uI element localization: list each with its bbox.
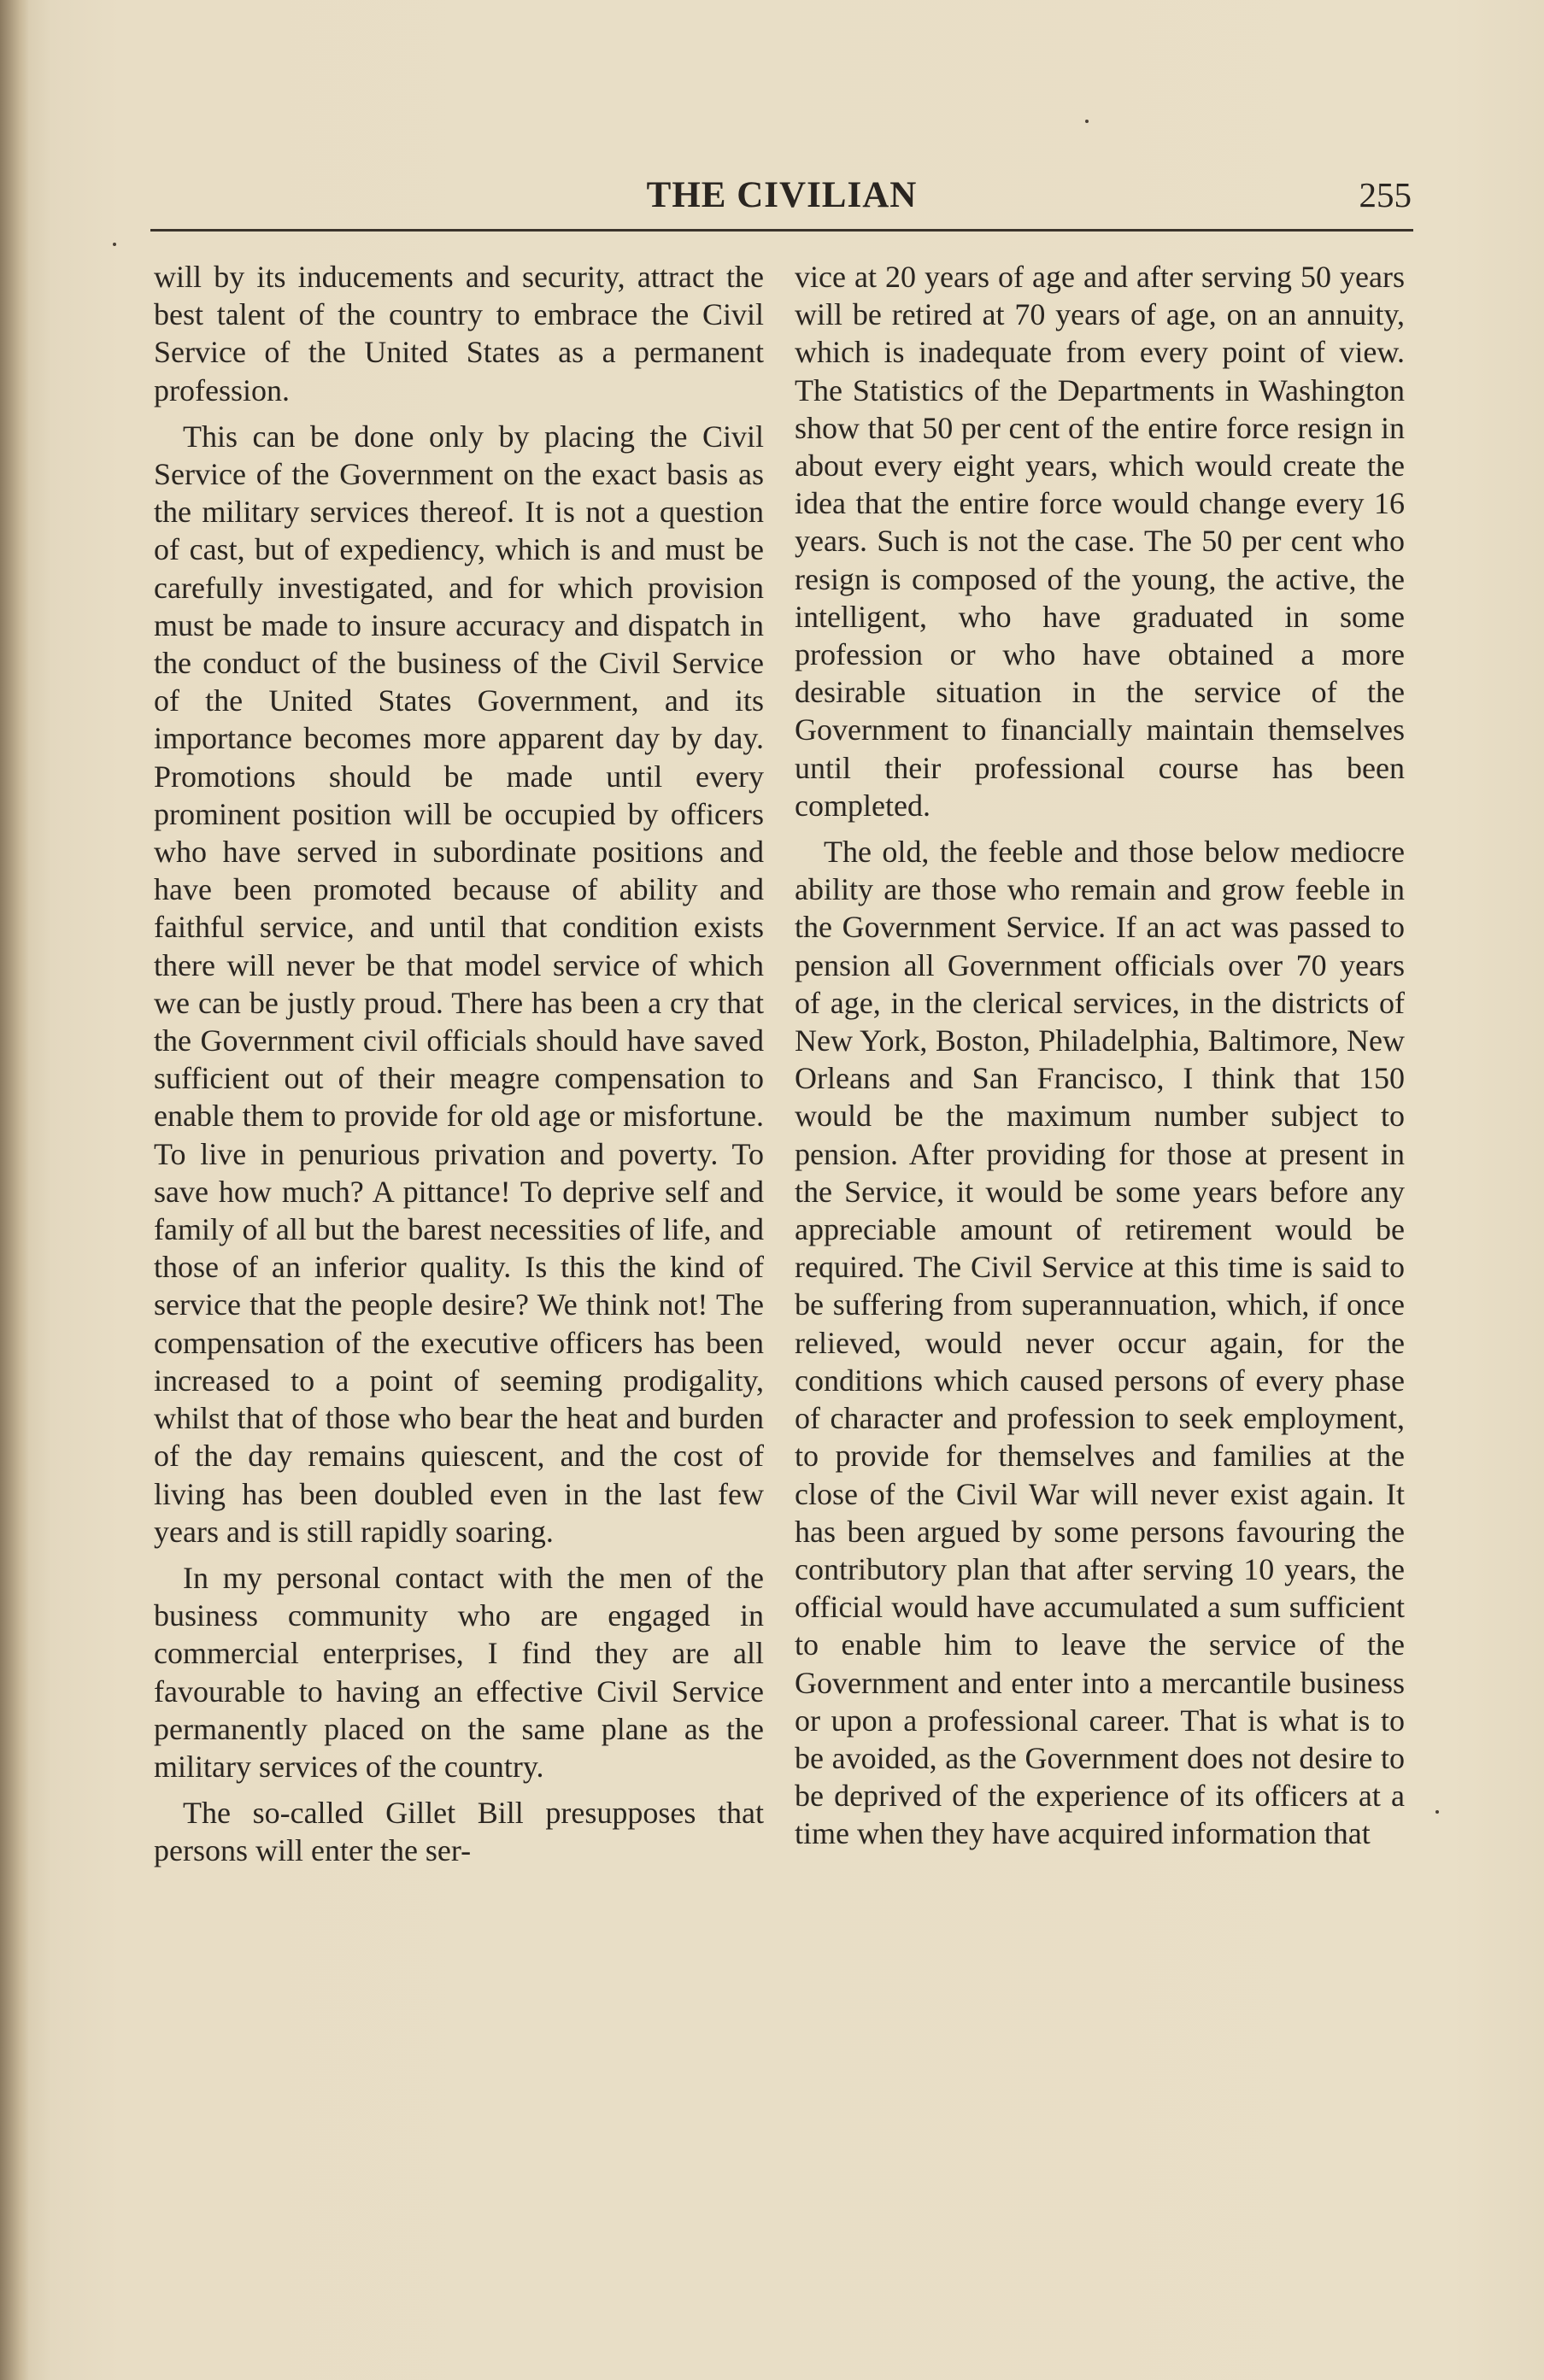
paragraph: This can be done only by placing the Civil Service of the Government on the exact basis as the military services thereof. It is not a question of cast, but of expediency, which is and must be carefully investigated, and for which provision must be made to insure accuracy and dispatch in the conduct of the business of the Civil Service of the United States Government, and its importance becomes more apparent day by day. Promotions should be made until every prominent position will be occupied by officers who have served in subordinate positions and have been promoted because of ability and faithful service, and until that condition exists there will never be that model service of which we can be justly proud. There has been a cry that the Government civil officials should have saved sufficient out of their meagre compensation to enable them to provide for old age or misfortune. To live in penurious privation and poverty. To save how much? A pittance! To deprive self and family of all but the barest necessities of life, and those of an inferior quality. Is this the kind of service that the people desire? We think not! The compensation of the executive officers has been increased to a point of seeming prodigality, whilst that of those who bear the heat and burden of the day remains quiescent, and the cost of living has been doubled even in the last few years and is still rapidly soaring. (154, 419, 764, 1549)
print-speck (113, 243, 116, 246)
running-header (150, 171, 1413, 224)
print-speck (1435, 1810, 1439, 1814)
print-speck (1085, 120, 1089, 123)
paragraph: will by its inducements and security, attract the best talent of the country to embrace the Civil Service of the United States as a permanent profession. (154, 260, 764, 407)
paragraph: The old, the feeble and those below mediocre ability are those who remain and grow feeble in the Government Service. If an act was passed to pension all Government officials over 70 years of age, in the clerical services, in the districts of New York, Boston, Philadelphia, Baltimore, New Orleans and San Francisco, I think that 150 would be the maximum number subject to pension. After providing for those at present in the Service, it would be some years before any appreciable amount of retirement would be required. The Civil Service at this time is said to be suffering from superannuation, which, if once relieved, would never occur again, for the conditions which caused persons of every phase of character and profession to seek employment, to provide for themselves and families at the close of the Civil War will never exist again. It has been argued by some persons favouring the contributory plan that after serving 10 years, the official would have accumulated a sum sufficient to enable him to leave the service of the Government and enter into a mercantile business or upon a professional career. That is what is to be avoided, as the Government does not desire to be deprived of the experience of its officers at a time when they have acquired information that (795, 835, 1405, 1851)
left-column (154, 258, 764, 2300)
paragraph: vice at 20 years of age and after serving 50 years will be retired at 70 years of age, on an annuity, which is inadequate from every point of view. The Statistics of the Departments in Washington show that 50 per cent of the entire force resign in about every eight years, which would create the idea that the entire force would change every 16 years. Such is not the case. The 50 per cent who resign is composed of the young, the active, the intelligent, who have graduated in some profession or who have obtained a more desirable situation in the service of the Government to financially maintain themselves until their professional course has been completed. (795, 260, 1405, 823)
journal-title: THE CIVILIAN (646, 175, 918, 215)
right-column (795, 258, 1405, 2300)
binding-gutter (0, 0, 29, 2380)
paragraph: In my personal contact with the men of the business community who are engaged in commercial enterprises, I find they are all favourable to having an effective Civil Service permanently placed on the same plane as the military services of the country. (154, 1560, 764, 1784)
paragraph: The so-called Gillet Bill presupposes that persons will enter the ser- (154, 1796, 764, 1868)
page-number: 255 (1359, 175, 1412, 214)
header-rule (150, 229, 1413, 232)
